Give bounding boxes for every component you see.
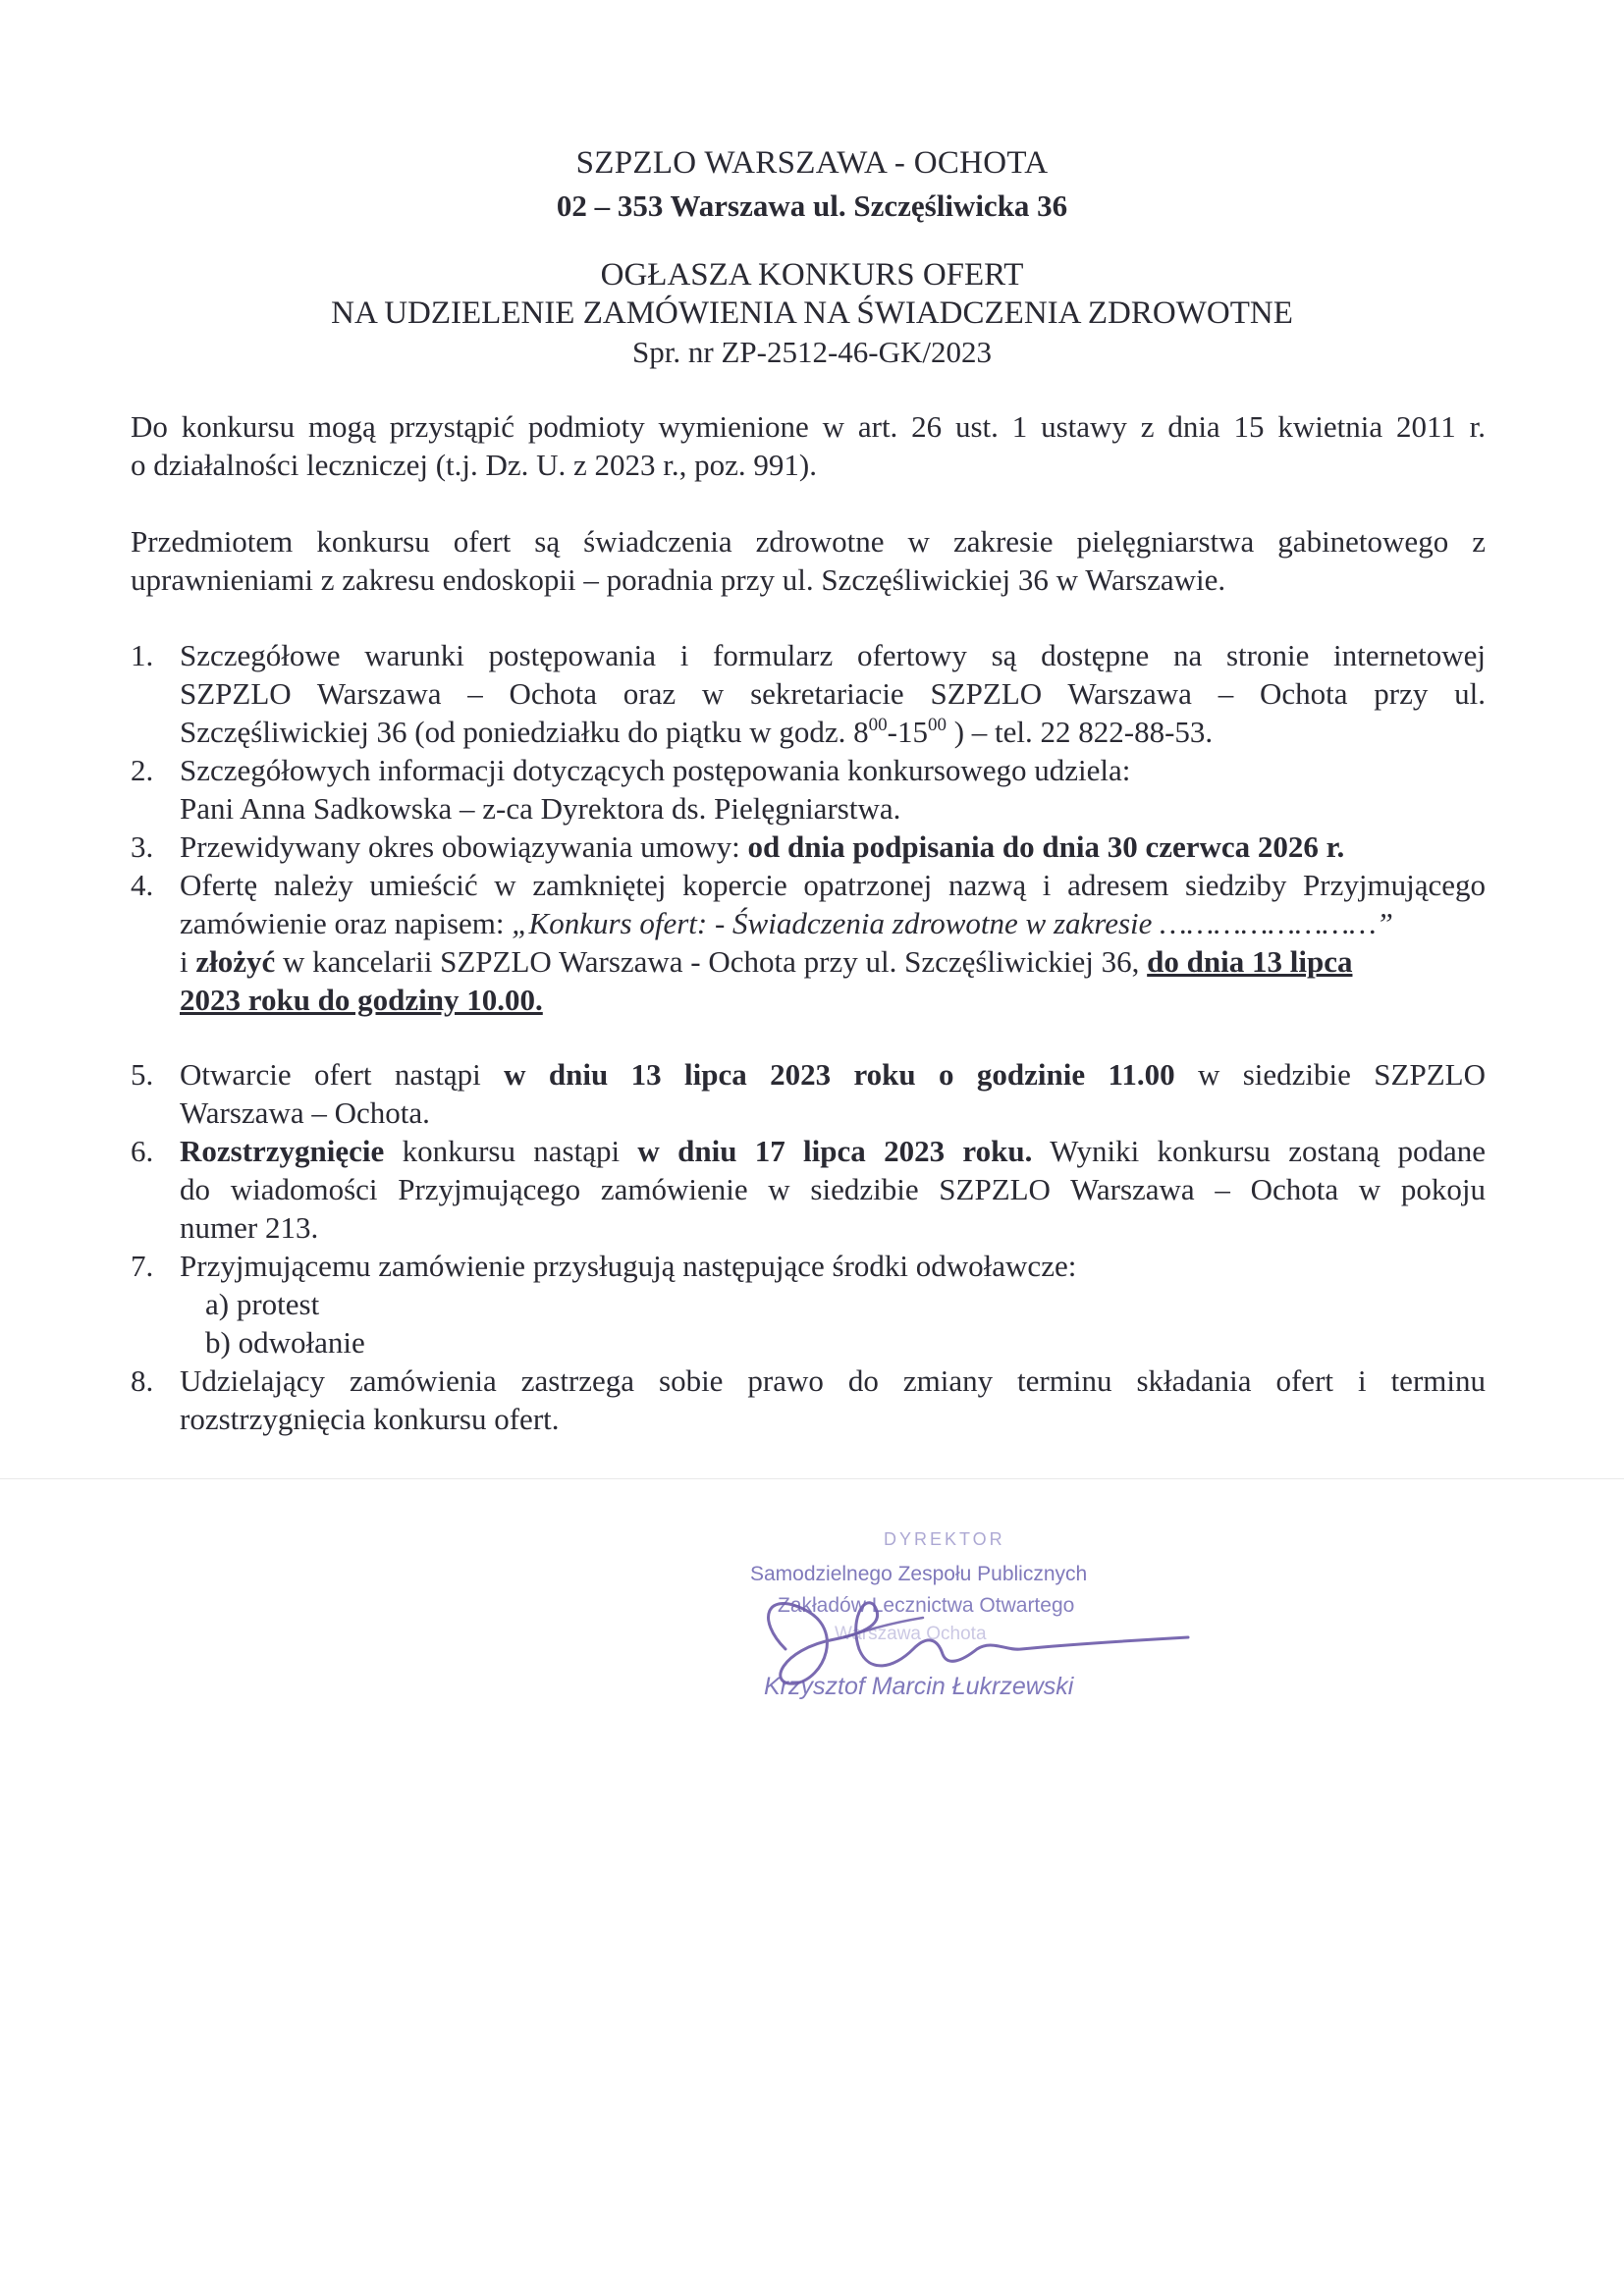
paragraph-line: Do konkursu mogą przystąpić podmioty wymienione w art. 26 ust. 1 ustawy z dnia 15 kwietnia 2011 r.	[131, 409, 1486, 444]
handwritten-signature	[727, 1580, 1198, 1698]
item-number: 2.	[131, 753, 154, 787]
item-line: Pani Anna Sadkowska – z-ca Dyrektora ds. Pielęgniarstwa.	[180, 791, 901, 826]
item-line: rozstrzygnięcia konkursu ofert.	[180, 1402, 560, 1436]
organization-name: SZPZLO WARSZAWA - OCHOTA	[575, 145, 1049, 181]
item-line: Przyjmującemu zamówienie przysługują następujące środki odwoławcze:	[180, 1249, 1077, 1283]
stamp-title: DYREKTOR	[884, 1529, 1005, 1549]
item-line: Udzielający zamówienia zastrzega sobie prawo do zmiany terminu składania ofert i terminu	[180, 1363, 1486, 1398]
paragraph-line: Przedmiotem konkursu ofert są świadczenia zdrowotne w zakresie pielęgniarstwa gabinetowego z	[131, 524, 1486, 559]
item-line: Otwarcie ofert nastąpi w dniu 13 lipca 2023 roku o godzinie 11.00 w siedzibie SZPZLO	[180, 1057, 1486, 1092]
sub-item: a) protest	[205, 1287, 320, 1321]
case-reference: Spr. nr ZP-2512-46-GK/2023	[632, 335, 992, 369]
paragraph-line: o działalności leczniczej (t.j. Dz. U. z 2023 r., poz. 991).	[131, 448, 817, 482]
item-line: Szczegółowe warunki postępowania i formularz ofertowy są dostępne na stronie internetowej	[180, 638, 1486, 672]
item-number: 1.	[131, 638, 154, 672]
announcement-title: OGŁASZA KONKURS OFERT	[600, 257, 1024, 293]
item-line: 2023 roku do godziny 10.00.	[180, 983, 543, 1017]
page-divider	[0, 1478, 1624, 1479]
item-number: 4.	[131, 868, 154, 902]
item-line: numer 213.	[180, 1210, 319, 1245]
item-line: i złożyć w kancelarii SZPZLO Warszawa - Ochota przy ul. Szczęśliwickiej 36, do dnia 13 lipca	[180, 944, 1353, 979]
stamp-line: Samodzielnego Zespołu Publicznych	[750, 1563, 1088, 1585]
stamp-line: Zakładów Lecznictwa Otwartego	[778, 1594, 1075, 1617]
item-line: do wiadomości Przyjmującego zamówienie w siedzibie SZPZLO Warszawa – Ochota w pokoju	[180, 1172, 1486, 1206]
item-number: 7.	[131, 1249, 154, 1283]
item-line: Ofertę należy umieścić w zamkniętej kopercie opatrzonej nazwą i adresem siedziby Przyjmującego	[180, 868, 1486, 902]
item-line: zamówienie oraz napisem: „Konkurs ofert: - Świadczenia zdrowotne w zakresie ……………………”	[180, 906, 1393, 940]
item-line: Szczegółowych informacji dotyczących postępowania konkursowego udziela:	[180, 753, 1131, 787]
item-line: Rozstrzygnięcie konkursu nastąpi w dniu 17 lipca 2023 roku. Wyniki konkursu zostaną podane	[180, 1134, 1486, 1168]
organization-address: 02 – 353 Warszawa ul. Szczęśliwicka 36	[556, 188, 1068, 223]
item-number: 6.	[131, 1134, 154, 1168]
item-number: 8.	[131, 1363, 154, 1398]
paragraph-line: uprawnieniami z zakresu endoskopii – poradnia przy ul. Szczęśliwickiej 36 w Warszawie.	[131, 562, 1226, 597]
stamp-line: Warszawa Ochota	[835, 1624, 987, 1644]
announcement-subtitle: NA UDZIELENIE ZAMÓWIENIA NA ŚWIADCZENIA ZDROWOTNE	[331, 295, 1293, 331]
item-line: Szczęśliwickiej 36 (od poniedziałku do piątku w godz. $8^{00}-15^{00}$ ) – tel. 22 822-88-53.	[180, 715, 1214, 749]
subject-paragraph	[131, 522, 1486, 599]
item-line: Przewidywany okres obowiązywania umowy: od dnia podpisania do dnia 30 czerwca 2026 r.	[180, 829, 1345, 864]
item-line: SZPZLO Warszawa – Ochota oraz w sekretariacie SZPZLO Warszawa – Ochota przy ul.	[180, 676, 1486, 711]
item-line: Warszawa – Ochota.	[180, 1095, 430, 1130]
stamp-name: Krzysztof Marcin Łukrzewski	[764, 1673, 1074, 1700]
eligibility-paragraph	[131, 407, 1486, 484]
item-number: 3.	[131, 829, 154, 864]
item-number: 5.	[131, 1057, 154, 1092]
sub-item: b) odwołanie	[205, 1325, 365, 1360]
